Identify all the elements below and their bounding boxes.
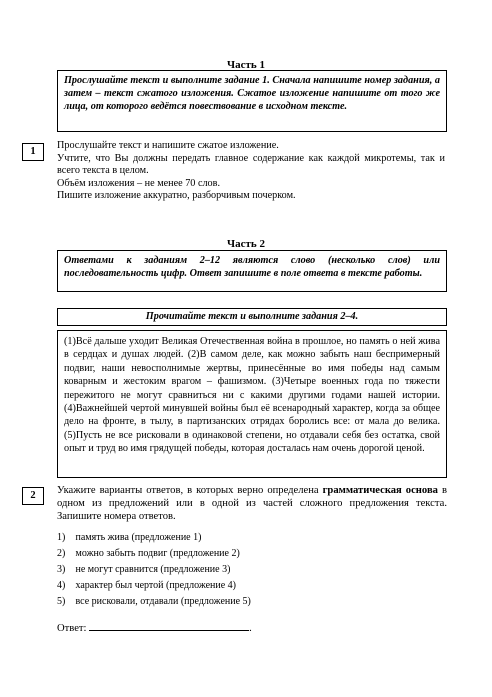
option-4-text: характер был чертой (предложение 4) [75,580,237,591]
task1-line-1: Прослушайте текст и напишите сжатое изложение. [57,140,279,151]
option-3-number: 3) [57,564,66,575]
answer-row [57,620,252,634]
answer-label: Ответ: [57,623,87,634]
option-4 [57,579,447,592]
option-2-text: можно забыть подвиг (предложение 2) [75,548,240,559]
task2-question [57,484,447,524]
passage-text: (1)Всё дальше уходит Великая Отечественная война в прошлое, но память о ней жива в сердцах и душах людей. (2)В самом деле, как можно забыть наш беспримерный подвиг, наши невосполнимые жертвы, принесённые во имя победы над самым коварным и жестоким врагом – фашизмом. (3)Четыре военных года по тяжести пережитого не могут сравниться ни с какими другими годами нашей истории. (4)Важнейшей чертой минувшей войны был её всенародный характер, когда за общее дело на фронте, в тылу, в партизанских отрядах боролись все: от мала до велика. (5)Пусть не все рисковали в одинаковой степени, но отдавали себя без остатка, свой опыт и труд во имя грядущей победы, которая досталась нам очень дорогой ценой. [64,336,440,455]
task1-line-3: Объём изложения – не менее 70 слов. [57,177,220,189]
read-instruction-box [57,308,447,326]
read-instruction-label: Прочитайте текст и выполните задания 2–4. [145,311,359,322]
answer-period: . [249,623,252,634]
option-4-number: 4) [57,580,66,591]
task2-question-bold: грамматическая основа [322,485,438,496]
option-1-number: 1) [57,532,66,543]
task2-question-start: Укажите варианты ответов, в которых верно определена [57,485,323,496]
task1-text [57,140,445,203]
task2-question-end: в одном из предложений или в одной из частей сложного предложения текста. Запишите номера ответов. [57,485,447,523]
task2-options [57,531,447,608]
option-1 [57,531,447,544]
task1-line-4: Пишите изложение аккуратно, разборчивым почерком. [57,190,296,202]
task2-number: 2 [22,487,44,505]
option-2-number: 2) [57,548,66,559]
option-2 [57,547,447,560]
passage-box [57,330,447,478]
option-5-text: все рисковали, отдавали (предложение 5) [75,596,251,607]
part1-heading: Часть 1 [227,59,265,71]
answer-field[interactable] [89,620,249,631]
option-1-text: память жива (предложение 1) [75,532,202,543]
part1-instruction: Прослушайте текст и выполните задание 1. Сначала напишите номер задания, а затем – текст сжатого изложения. Сжатое изложение напишите от того же лица, от которого ведётся повествование в исходном тексте. [64,75,440,112]
task1-line-2: Учтите, что Вы должны передать главное содержание как каждой микротемы, так и всего текста в целом. [57,152,445,177]
option-5 [57,595,447,608]
part2-heading: Часть 2 [227,238,265,250]
option-3-text: не могут сравнится (предложение 3) [75,564,231,575]
part1-instruction-box [57,70,447,132]
option-3 [57,563,447,576]
part2-instruction: Ответами к заданиям 2–12 являются слово (несколько слов) или последовательность цифр. Ответ запишите в поле ответа в тексте работы. [64,255,440,279]
part2-instruction-box [57,250,447,292]
option-5-number: 5) [57,596,66,607]
task1-number: 1 [22,143,44,161]
